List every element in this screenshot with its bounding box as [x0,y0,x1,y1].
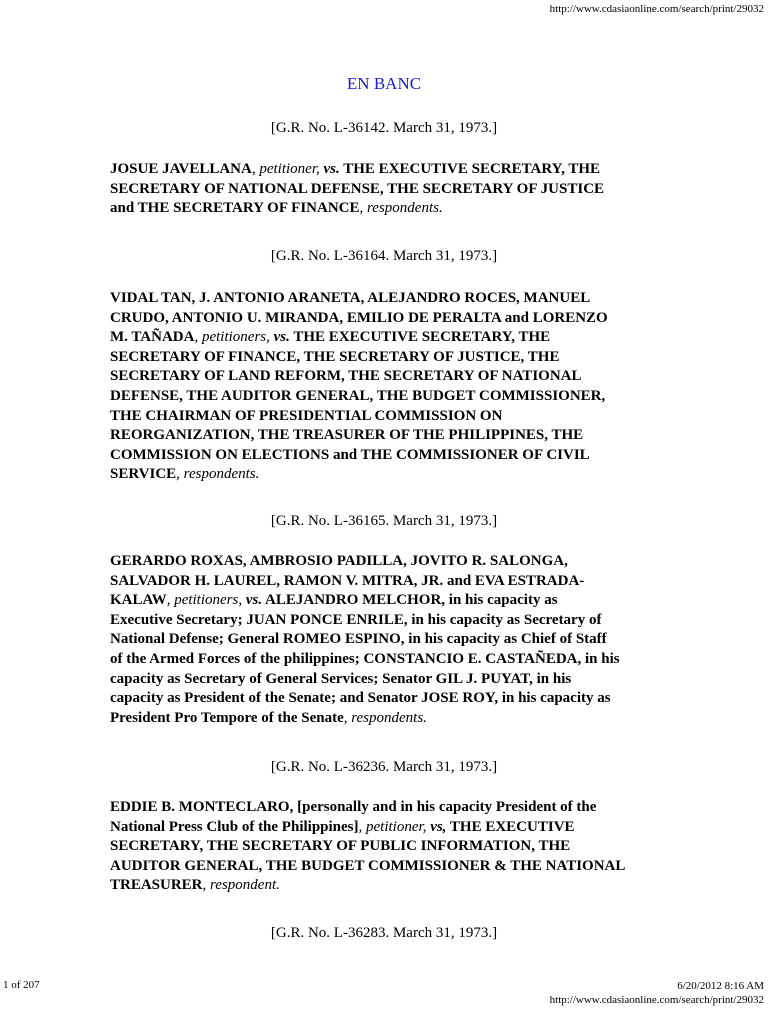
party-line [110,328,670,348]
party-name: National Defense; General ROMEO ESPINO, in his capacity as Chief of Staff [110,631,607,648]
party-line [110,709,670,729]
party-role: respondents. [183,466,260,483]
separator: , [202,877,211,894]
case-parties [110,552,670,728]
case-number: [G.R. No. L-36283. March 31, 1973.] [270,925,498,941]
party-name: KALAW [110,592,167,609]
party-name: THE EXECUTIVE SECRETARY, THE [289,329,551,346]
case-parties [110,798,670,896]
party-name: EDDIE B. MONTECLARO, [personally and in his capacity President of the [110,799,597,815]
party-name: capacity as President of the Senate; and Senator JOSE ROY, in his capacity as [110,690,611,707]
party-line [110,650,670,670]
case-number: [G.R. No. L-36164. March 31, 1973.] [270,248,498,264]
party-name: Executive Secretary; JUAN PONCE ENRILE, in his capacity as Secretary of [110,611,602,628]
party-line [110,180,670,200]
case-number: [G.R. No. L-36142. March 31, 1973.] [270,120,498,136]
case-number: [G.R. No. L-36236. March 31, 1973.] [270,759,498,775]
party-line [110,199,670,219]
party-name: VIDAL TAN, J. ANTONIO ARANETA, ALEJANDRO ROCES, MANUEL [110,290,591,306]
party-line [110,552,670,572]
party-role: petitioners [174,592,239,609]
party-name: National Press Club of the Philippines] [110,818,359,835]
header-url[interactable]: http://www.cdasiaonline.com/search/print/29032 [549,3,764,15]
case-parties [110,289,670,485]
party-name: SECRETARY, THE SECRETARY OF PUBLIC INFORMATION, THE [110,838,571,855]
party-name: President Pro Tempore of the Senate [110,709,344,726]
separator: , [176,466,184,483]
versus-label: vs, [430,818,447,835]
footer-meta [550,979,764,1007]
party-line [110,876,670,896]
party-role: respondents. [367,200,443,217]
party-line [110,289,670,309]
print-datetime: 6/20/2012 8:16 AM [677,980,764,992]
party-line [110,387,670,407]
party-line [110,837,670,857]
party-line [110,348,670,368]
party-line [110,572,670,592]
case-number: [G.R. No. L-36165. March 31, 1973.] [270,513,498,529]
versus-label: vs. [245,592,263,609]
party-line [110,407,670,427]
party-line [110,367,670,387]
separator: , [343,709,352,726]
party-role: petitioners [201,329,267,346]
party-name: THE EXECUTIVE [446,818,575,835]
party-name: SECRETARY OF LAND REFORM, THE SECRETARY OF NATIONAL [110,368,582,385]
party-name: GERARDO ROXAS, AMBROSIO PADILLA, JOVITO R. SALONGA, [110,553,568,569]
party-name: SALVADOR H. LAUREL, RAMON V. MITRA, JR. and EVA ESTRADA- [110,572,585,589]
party-line [110,160,670,180]
page-title: EN BANC [346,74,422,93]
party-name: JOSUE JAVELLANA [110,161,252,177]
separator: , [238,592,246,609]
party-name: SERVICE [110,466,177,483]
party-line [110,309,670,329]
party-name: SECRETARY OF NATIONAL DEFENSE, THE SECRETARY OF JUSTICE [110,180,605,197]
separator: , [359,200,368,217]
party-line [110,611,670,631]
party-line [110,689,670,709]
party-line [110,798,670,818]
footer-url[interactable]: http://www.cdasiaonline.com/search/print/29032 [549,994,764,1006]
separator: , [316,161,324,177]
party-name: capacity as Secretary of General Services; Senator GIL J. PUYAT, in his [110,670,572,687]
versus-label: vs. [273,329,290,346]
party-role: petitioner [366,818,423,835]
party-name: DEFENSE, THE AUDITOR GENERAL, THE BUDGET COMMISSIONER, [110,387,606,404]
party-name: THE EXECUTIVE SECRETARY, THE [339,161,601,177]
party-role: respondents. [351,709,427,726]
party-name: TREASURER [110,877,203,894]
party-line [110,857,670,877]
page-counter: 1 of 207 [3,979,40,991]
party-line [110,465,670,485]
separator: , [194,329,202,346]
party-line [110,630,670,650]
party-name: ALEJANDRO MELCHOR, in his capacity as [262,592,558,609]
party-name: and THE SECRETARY OF FINANCE [110,200,360,217]
separator: , [166,592,175,609]
versus-label: vs. [323,161,340,177]
party-name: M. TAÑADA [110,329,195,346]
separator: , [251,161,260,177]
party-line [110,818,670,838]
party-name: AUDITOR GENERAL, THE BUDGET COMMISSIONER & THE NATIONAL [110,857,626,874]
party-line [110,426,670,446]
separator: , [422,818,431,835]
separator: , [358,818,367,835]
party-name: CRUDO, ANTONIO U. MIRANDA, EMILIO DE PERALTA and LORENZO [110,309,608,326]
party-role: petitioner [259,161,317,177]
party-name: SECRETARY OF FINANCE, THE SECRETARY OF JUSTICE, THE [110,348,560,365]
party-line [110,591,670,611]
party-name: REORGANIZATION, THE TREASURER OF THE PHILIPPINES, THE [110,427,584,444]
party-name: COMMISSION ON ELECTIONS and THE COMMISSIONER OF CIVIL [110,446,590,463]
party-role: respondent. [210,877,280,894]
separator: , [266,329,274,346]
case-parties [110,160,670,219]
party-name: of the Armed Forces of the philippines; CONSTANCIO E. CASTAÑEDA, in his [110,650,620,667]
party-name: THE CHAIRMAN OF PRESIDENTIAL COMMISSION ON [110,407,503,424]
party-line [110,446,670,466]
party-line [110,670,670,690]
